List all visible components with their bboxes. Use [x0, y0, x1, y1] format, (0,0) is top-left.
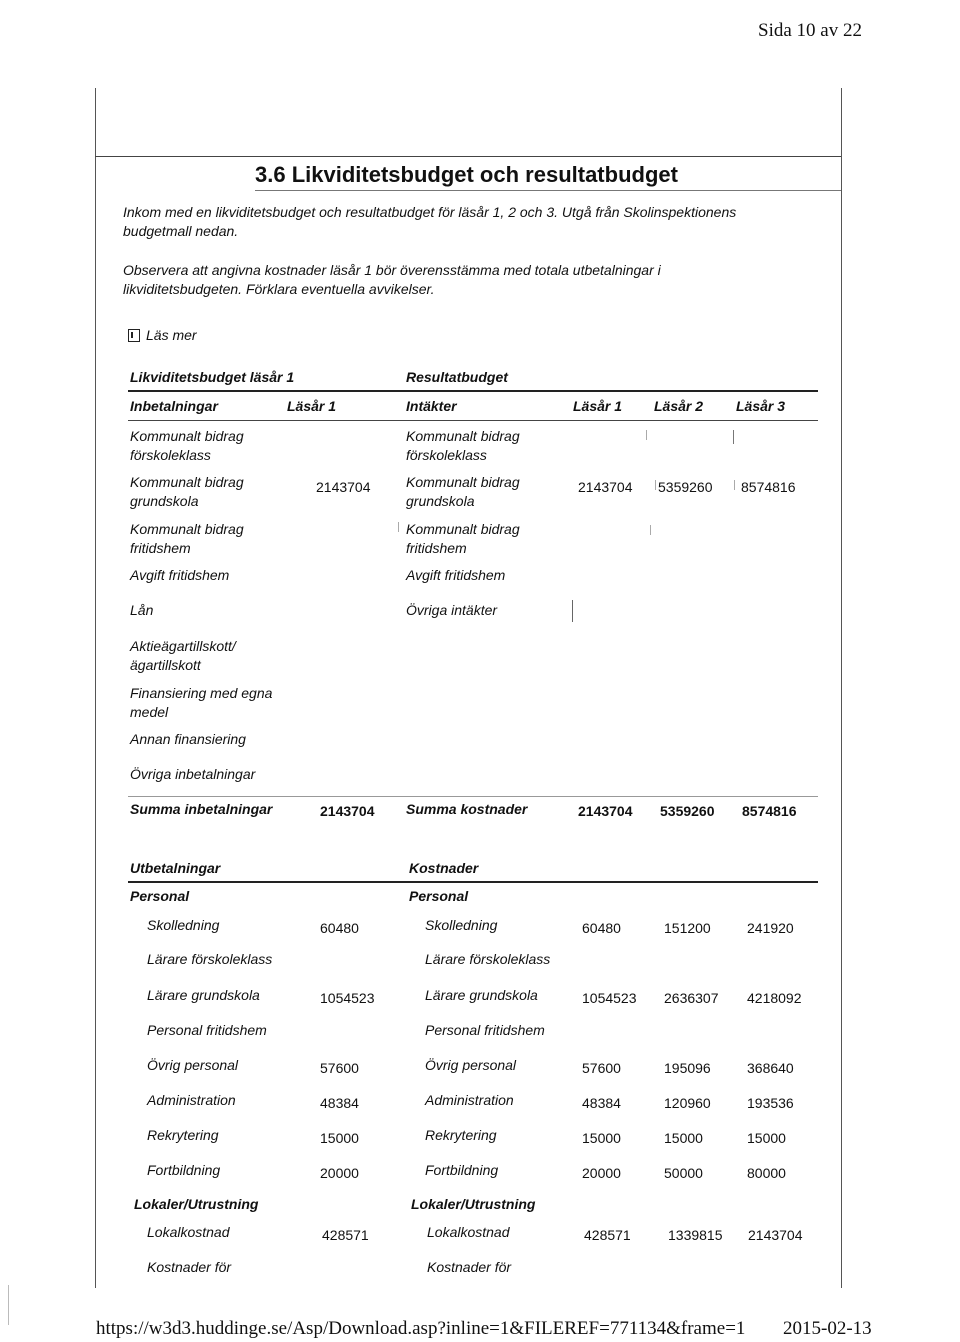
payment-row-value: 48384	[320, 1095, 359, 1111]
cost-row-year2: 15000	[664, 1130, 703, 1146]
revenue-row-label: Övriga intäkter	[406, 602, 498, 618]
section-title: 3.6 Likviditetsbudget och resultatbudget	[255, 162, 678, 187]
cost-row-year3: 193536	[747, 1095, 794, 1111]
title-rule-top	[95, 156, 841, 157]
footer-date: 2015-02-13	[783, 1318, 872, 1339]
revenue-row-label-2: grundskola	[406, 493, 475, 509]
payment-row-label: Personal fritidshem	[147, 1022, 267, 1038]
payment-row-label: Skolledning	[147, 917, 220, 933]
read-more-label: Läs mer	[146, 327, 197, 343]
payment-row-value: 57600	[320, 1060, 359, 1076]
payment-row-value: 60480	[320, 920, 359, 936]
payment-row-value: 15000	[320, 1130, 359, 1146]
input-mark	[646, 430, 647, 440]
cost-row-year3: 241920	[747, 920, 794, 936]
revenue-row-label: Kommunalt bidrag	[406, 521, 520, 537]
income-row-label: Avgift fritidshem	[130, 567, 230, 583]
result-budget-title: Resultatbudget	[406, 369, 508, 385]
cost-row-label: Lokalkostnad	[427, 1224, 510, 1240]
cost-row-year1: 20000	[582, 1165, 621, 1181]
intro-line-4: likviditetsbudgeten. Förklara eventuella avvikelser.	[123, 281, 435, 297]
cost-row-label: Lärare förskoleklass	[425, 951, 551, 967]
cost-row-label: Fortbildning	[425, 1162, 499, 1178]
payment-row-label: Övrig personal	[147, 1057, 239, 1073]
revenue-header-year3: Läsår 3	[736, 398, 786, 414]
title-rule-bottom	[255, 190, 841, 191]
frame-right-line	[841, 88, 842, 1288]
payment-row-label: Lärare förskoleklass	[147, 951, 273, 967]
cost-row-year1: 1054523	[582, 990, 637, 1006]
payment-row-value: 1054523	[320, 990, 375, 1006]
revenue-row-label: Kommunalt bidrag	[406, 428, 520, 444]
income-row-label: Finansiering med egna	[130, 685, 273, 701]
cost-row-year3: 368640	[747, 1060, 794, 1076]
page-number: Sida 10 av 22	[758, 20, 862, 41]
intro-line-1: Inkom med en likviditetsbudget och resultatbudget för läsår 1, 2 och 3. Utgå från Skolinspektionens	[123, 204, 737, 220]
cost-row-year3: 15000	[747, 1130, 786, 1146]
income-header-rule	[128, 420, 818, 421]
revenue-row-year3: 8574816	[741, 479, 796, 495]
premises-heading-right: Lokaler/Utrustning	[411, 1196, 536, 1212]
input-mark	[734, 480, 735, 490]
cost-row-label: Lärare grundskola	[425, 987, 538, 1003]
cost-row-year3: 2143704	[748, 1227, 803, 1243]
input-mark	[650, 525, 651, 535]
income-row-label: Kommunalt bidrag	[130, 521, 244, 537]
expand-box-icon	[128, 329, 140, 342]
income-row-label: Kommunalt bidrag	[130, 474, 244, 490]
income-sum-value: 2143704	[320, 803, 375, 819]
income-row-label-2: ägartillskott	[130, 657, 201, 673]
income-header-label: Inbetalningar	[130, 398, 218, 414]
cost-row-year2: 2636307	[664, 990, 719, 1006]
income-row-label-2: grundskola	[130, 493, 199, 509]
revenue-header-year1: Läsår 1	[573, 398, 623, 414]
cost-row-year2: 120960	[664, 1095, 711, 1111]
cost-row-year1: 428571	[584, 1227, 631, 1243]
cost-row-year1: 48384	[582, 1095, 621, 1111]
personnel-heading-right: Personal	[409, 888, 469, 904]
cost-row-year2: 195096	[664, 1060, 711, 1076]
income-row-label-2: medel	[130, 704, 169, 720]
cost-row-year3: 80000	[747, 1165, 786, 1181]
input-mark	[733, 430, 734, 444]
income-header-year1-left: Läsår 1	[287, 398, 337, 414]
revenue-header-year2: Läsår 2	[654, 398, 704, 414]
premises-heading-left: Lokaler/Utrustning	[134, 1196, 259, 1212]
cost-row-year2: 151200	[664, 920, 711, 936]
liquidity-budget-title: Likviditetsbudget läsår 1	[130, 369, 295, 385]
cost-row-year1: 15000	[582, 1130, 621, 1146]
cost-row-year1: 57600	[582, 1060, 621, 1076]
payment-row-value: 428571	[322, 1227, 369, 1243]
income-sum-rule	[128, 796, 818, 797]
payment-row-label: Lokalkostnad	[147, 1224, 230, 1240]
income-row-label: Aktieägartillskott/	[130, 638, 236, 654]
income-title-rule	[128, 390, 818, 392]
income-row-label: Lån	[130, 602, 154, 618]
cost-sum-year3: 8574816	[742, 803, 797, 819]
income-sum-label: Summa inbetalningar	[130, 801, 273, 817]
cost-row-label: Övrig personal	[425, 1057, 517, 1073]
income-row-label-2: förskoleklass	[130, 447, 211, 463]
revenue-row-year2: 5359260	[658, 479, 713, 495]
payments-header-label: Utbetalningar	[130, 860, 221, 876]
payment-row-label: Administration	[147, 1092, 236, 1108]
cost-row-label: Rekrytering	[425, 1127, 497, 1143]
revenue-row-year1: 2143704	[578, 479, 633, 495]
cost-sum-label: Summa kostnader	[406, 801, 528, 817]
income-row-label-2: fritidshem	[130, 540, 191, 556]
cost-row-label: Skolledning	[425, 917, 498, 933]
income-row-label: Kommunalt bidrag	[130, 428, 244, 444]
cost-sum-year1: 2143704	[578, 803, 633, 819]
cost-row-label: Personal fritidshem	[425, 1022, 545, 1038]
payment-row-label: Lärare grundskola	[147, 987, 260, 1003]
cost-row-year2: 1339815	[668, 1227, 723, 1243]
revenue-row-label-2: förskoleklass	[406, 447, 487, 463]
revenue-header-label: Intäkter	[406, 398, 457, 414]
intro-line-2: budgetmall nedan.	[123, 223, 239, 239]
input-mark	[655, 480, 656, 490]
payment-row-label: Fortbildning	[147, 1162, 221, 1178]
payment-row-value: 20000	[320, 1165, 359, 1181]
read-more-link[interactable]	[128, 326, 197, 345]
margin-mark	[8, 1285, 9, 1325]
revenue-row-label-2: fritidshem	[406, 540, 467, 556]
cost-row-year3: 4218092	[747, 990, 802, 1006]
intro-line-3: Observera att angivna kostnader läsår 1 bör överensstämma med totala utbetalningar i	[123, 262, 661, 278]
cost-row-year1: 60480	[582, 920, 621, 936]
revenue-row-label: Avgift fritidshem	[406, 567, 506, 583]
cost-row-year2: 50000	[664, 1165, 703, 1181]
cost-sum-year2: 5359260	[660, 803, 715, 819]
payment-row-label: Kostnader för	[147, 1259, 232, 1275]
input-mark	[572, 600, 573, 622]
income-row-label: Övriga inbetalningar	[130, 766, 256, 782]
income-row-value: 2143704	[316, 479, 371, 495]
footer-url: https://w3d3.huddinge.se/Asp/Download.asp?inline=1&FILEREF=771134&frame=1	[96, 1318, 746, 1339]
income-row-label: Annan finansiering	[130, 731, 246, 747]
revenue-row-label: Kommunalt bidrag	[406, 474, 520, 490]
costs-header-rule	[128, 881, 818, 883]
personnel-heading-left: Personal	[130, 888, 190, 904]
cost-row-label: Administration	[425, 1092, 514, 1108]
frame-left-line	[95, 88, 96, 1288]
input-mark	[398, 522, 399, 532]
costs-header-label: Kostnader	[409, 860, 479, 876]
cost-row-label: Kostnader för	[427, 1259, 512, 1275]
payment-row-label: Rekrytering	[147, 1127, 219, 1143]
